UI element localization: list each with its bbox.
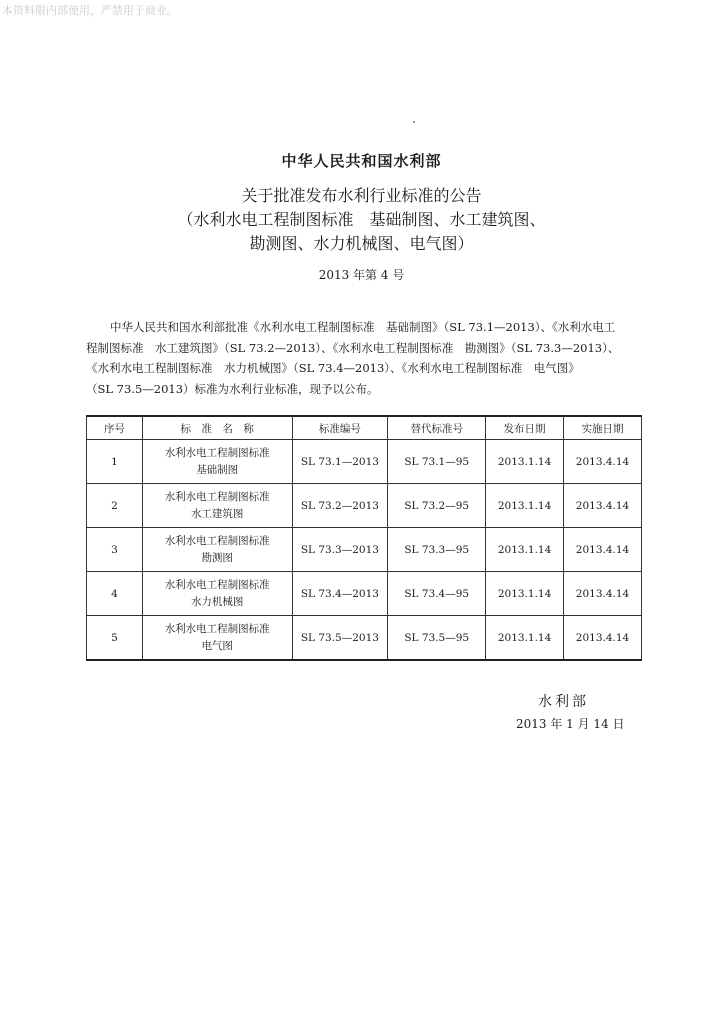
cell-name-line-1: 水利水电工程制图标准 (164, 490, 270, 503)
cell-replaced: SL 73.1—95 (388, 440, 486, 484)
body-line-2: 程制图标准 水工建筑图》（SL 73.2—2013）、《水利水电工程制图标准 勘测图》（SL 73.3—2013）、 (86, 340, 620, 355)
cell-name-line-2: 水工建筑图 (190, 507, 244, 520)
header-code: 标准编号 (292, 416, 388, 440)
cell-replaced: SL 73.5—95 (388, 616, 486, 661)
cell-effective-date: 2013.4.14 (564, 440, 642, 484)
cell-replaced: SL 73.4—95 (388, 572, 486, 616)
signing-organization: 水利部 (538, 694, 589, 710)
scan-speck (413, 121, 415, 123)
title-line-2: （水利水电工程制图标准 基础制图、水工建筑图、 (177, 210, 546, 229)
announcement-body (86, 317, 642, 399)
cell-issue-date: 2013.1.14 (486, 616, 564, 661)
header-effective-date: 实施日期 (564, 416, 642, 440)
body-line-1: 中华人民共和国水利部批准《水利水电工程制图标准 基础制图》（SL 73.1—2013）、《水利水电工 (110, 320, 616, 334)
cell-name-line-1: 水利水电工程制图标准 (164, 534, 270, 547)
signing-date: 2013 年 1 月 14 日 (516, 717, 625, 731)
cell-name-line-1: 水利水电工程制图标准 (164, 446, 270, 459)
cell-code: SL 73.3—2013 (292, 528, 388, 572)
table-row (87, 528, 642, 572)
table-row (87, 440, 642, 484)
cell-seq: 2 (87, 484, 143, 528)
document-number: 2013 年第 4 号 (318, 268, 405, 282)
body-line-4: （SL 73.5—2013）标准为水利行业标准，现予以公布。 (86, 381, 379, 396)
cell-issue-date: 2013.1.14 (486, 528, 564, 572)
header-replaced: 替代标准号 (388, 416, 486, 440)
cell-name (142, 572, 292, 616)
issuing-ministry: 中华人民共和国水利部 (281, 152, 442, 170)
cell-replaced: SL 73.3—95 (388, 528, 486, 572)
cell-name (142, 528, 292, 572)
cell-name (142, 484, 292, 528)
cell-effective-date: 2013.4.14 (564, 572, 642, 616)
cell-effective-date: 2013.4.14 (564, 484, 642, 528)
cell-replaced: SL 73.2—95 (388, 484, 486, 528)
cell-name-line-2: 基础制图 (196, 463, 239, 476)
title-line-1: 关于批准发布水利行业标准的公告 (241, 186, 482, 205)
table-row (87, 484, 642, 528)
cell-effective-date: 2013.4.14 (564, 528, 642, 572)
table-header-row (87, 416, 642, 440)
cell-name-line-1: 水利水电工程制图标准 (164, 622, 270, 635)
header-seq: 序号 (87, 416, 143, 440)
announcement-title (0, 184, 723, 256)
cell-name (142, 440, 292, 484)
table-row (87, 616, 642, 661)
cell-name-line-2: 电气图 (201, 639, 233, 652)
table-row (87, 572, 642, 616)
cell-code: SL 73.5—2013 (292, 616, 388, 661)
body-line-3: 《水利水电工程制图标准 水力机械图》（SL 73.4—2013）、《水利水电工程制图标准 电气图》 (86, 361, 580, 375)
cell-name-line-2: 勘测图 (201, 551, 233, 564)
cell-issue-date: 2013.1.14 (486, 572, 564, 616)
title-line-3: 勘测图、水力机械图、电气图） (249, 234, 474, 253)
cell-code: SL 73.4—2013 (292, 572, 388, 616)
cell-effective-date: 2013.4.14 (564, 616, 642, 661)
cell-seq: 1 (87, 440, 143, 484)
cell-seq: 5 (87, 616, 143, 661)
header-name: 标 准 名 称 (142, 416, 292, 440)
cell-issue-date: 2013.1.14 (486, 484, 564, 528)
header-issue-date: 发布日期 (486, 416, 564, 440)
cell-code: SL 73.1—2013 (292, 440, 388, 484)
cell-name-line-2: 水力机械图 (190, 595, 244, 608)
watermark-text: 本资料限内部使用，严禁用于商业。 (2, 4, 178, 17)
cell-seq: 3 (87, 528, 143, 572)
cell-name (142, 616, 292, 661)
cell-code: SL 73.2—2013 (292, 484, 388, 528)
cell-name-line-1: 水利水电工程制图标准 (164, 578, 270, 591)
cell-issue-date: 2013.1.14 (486, 440, 564, 484)
standards-table (86, 415, 642, 661)
cell-seq: 4 (87, 572, 143, 616)
